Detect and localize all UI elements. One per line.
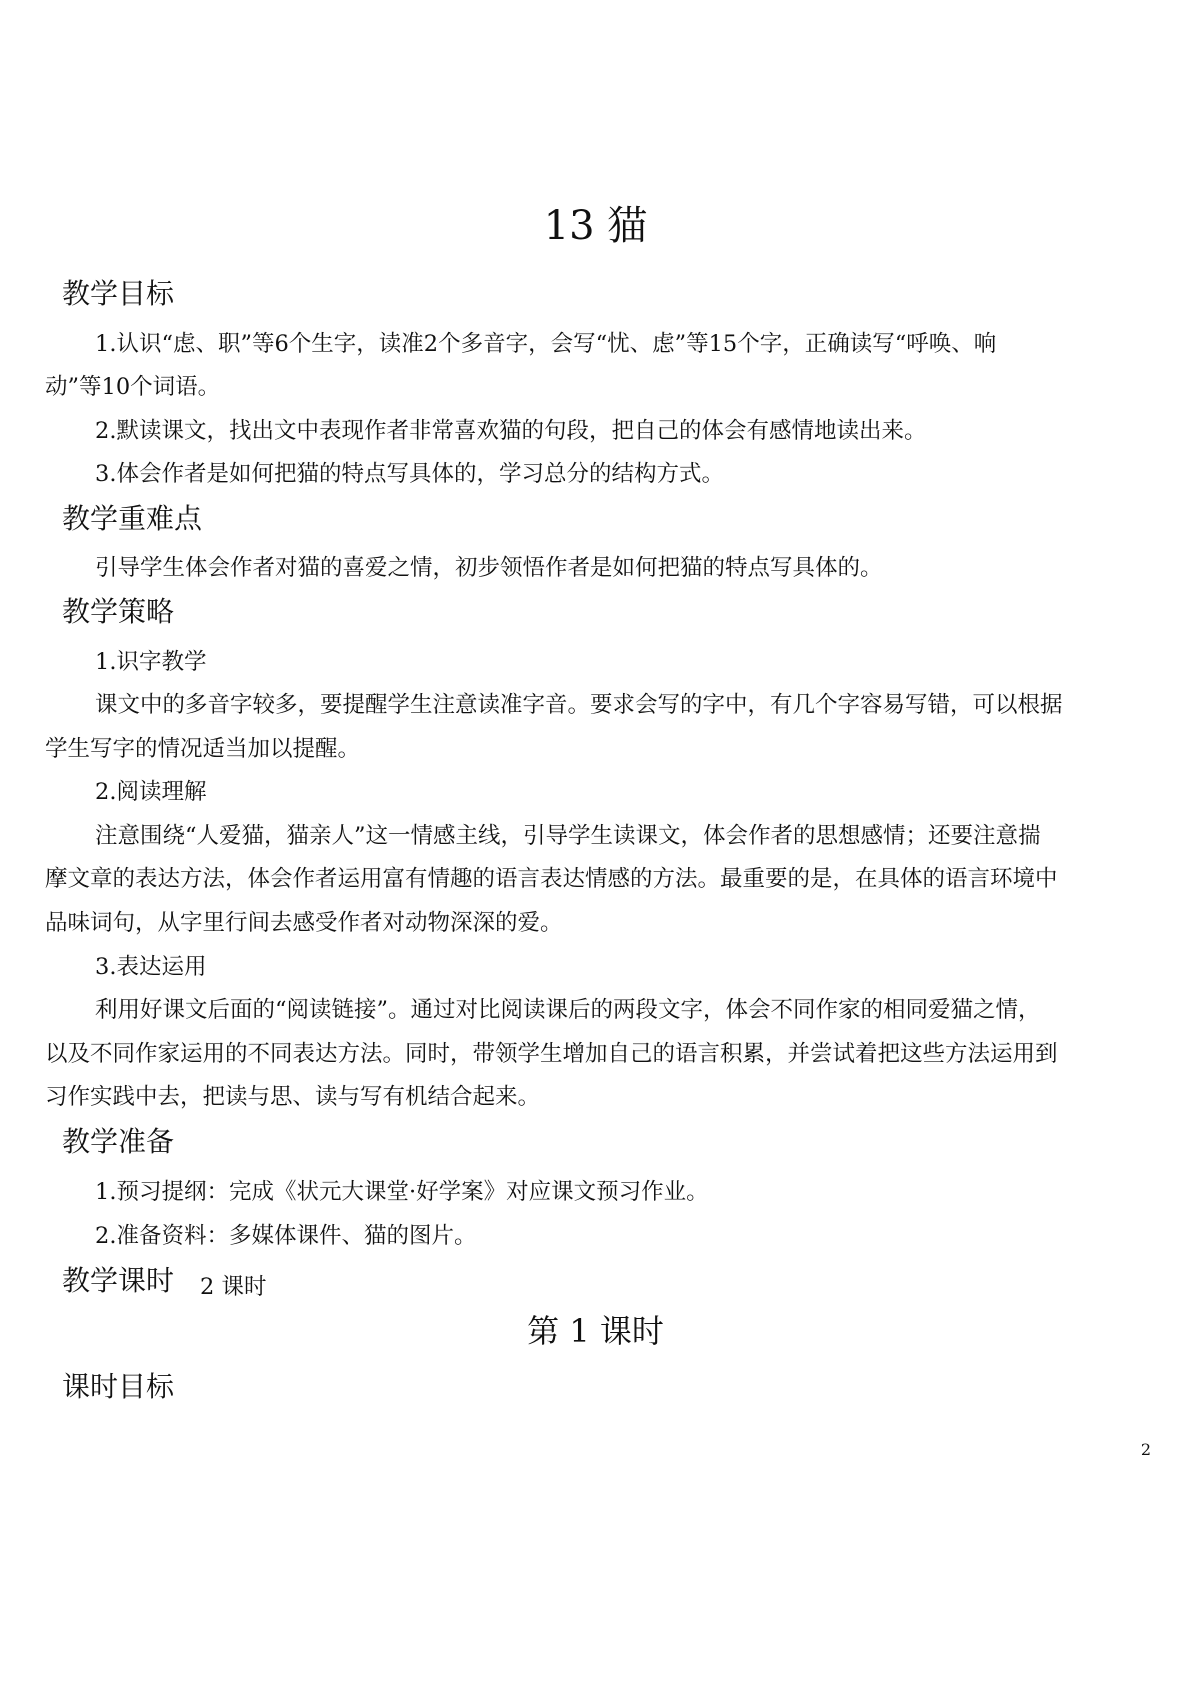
objectives-heading: 教学目标 (62, 277, 175, 310)
preparation-item-1: 1.预习提纲：完成《状元大课堂·好学案》对应课文预习作业。 (95, 1179, 709, 1205)
strategy-sub1-line1: 课文中的多音字较多，要提醒学生注意读准字音。要求会写的字中，有几个字容易写错，可以根据 (95, 692, 1063, 718)
key-points-text: 引导学生体会作者对猫的喜爱之情，初步领悟作者是如何把猫的特点写具体的。 (95, 555, 883, 581)
strategy-sub2-title: 2.阅读理解 (95, 779, 207, 805)
strategy-sub2-line2: 摩文章的表达方法，体会作者运用富有情趣的语言表达情感的方法。最重要的是，在具体的语言环境中 (45, 866, 1058, 892)
strategy-sub3-line2: 以及不同作家运用的不同表达方法。同时，带领学生增加自己的语言积累，并尝试着把这些方法运用到 (45, 1041, 1058, 1067)
key-points-heading: 教学重难点 (62, 502, 203, 535)
strategy-heading: 教学策略 (62, 595, 175, 628)
page-number: 2 (1140, 1440, 1151, 1459)
strategy-sub1-line2: 学生写字的情况适当加以提醒。 (45, 736, 361, 762)
objective-1: 1.认识“虑、职”等6个生字，读准2个多音字，会写“忧、虑”等15个字，正确读写“呼唤、响 (95, 331, 997, 357)
lesson-1-title: 第 1 课时 (527, 1312, 664, 1350)
strategy-sub3-title: 3.表达运用 (95, 954, 207, 980)
preparation-item-2: 2.准备资料：多媒体课件、猫的图片。 (95, 1223, 477, 1249)
objective-1-continued: 动”等10个词语。 (45, 374, 221, 400)
strategy-sub3-line3: 习作实践中去，把读与思、读与写有机结合起来。 (45, 1084, 541, 1110)
strategy-sub3-line1: 利用好课文后面的“阅读链接”。通过对比阅读课后的两段文字，体会不同作家的相同爱猫之情， (95, 997, 1041, 1023)
objective-3: 3.体会作者是如何把猫的特点写具体的，学习总分的结构方式。 (95, 461, 724, 487)
strategy-sub2-line3: 品味词句，从字里行间去感受作者对动物深深的爱。 (45, 910, 563, 936)
periods-heading: 教学课时 (62, 1264, 175, 1297)
objective-2: 2.默读课文，找出文中表现作者非常喜欢猫的句段，把自己的体会有感情地读出来。 (95, 418, 927, 444)
document-title: 13 猫 (543, 203, 648, 249)
preparation-heading: 教学准备 (62, 1125, 175, 1158)
strategy-sub2-line1: 注意围绕“人爱猫，猫亲人”这一情感主线，引导学生读课文，体会作者的思想感情；还要注意揣 (95, 823, 1041, 849)
strategy-sub1-title: 1.识字教学 (95, 649, 207, 675)
lesson-objectives-heading: 课时目标 (62, 1370, 175, 1403)
periods-value: 2 课时 (200, 1274, 267, 1300)
